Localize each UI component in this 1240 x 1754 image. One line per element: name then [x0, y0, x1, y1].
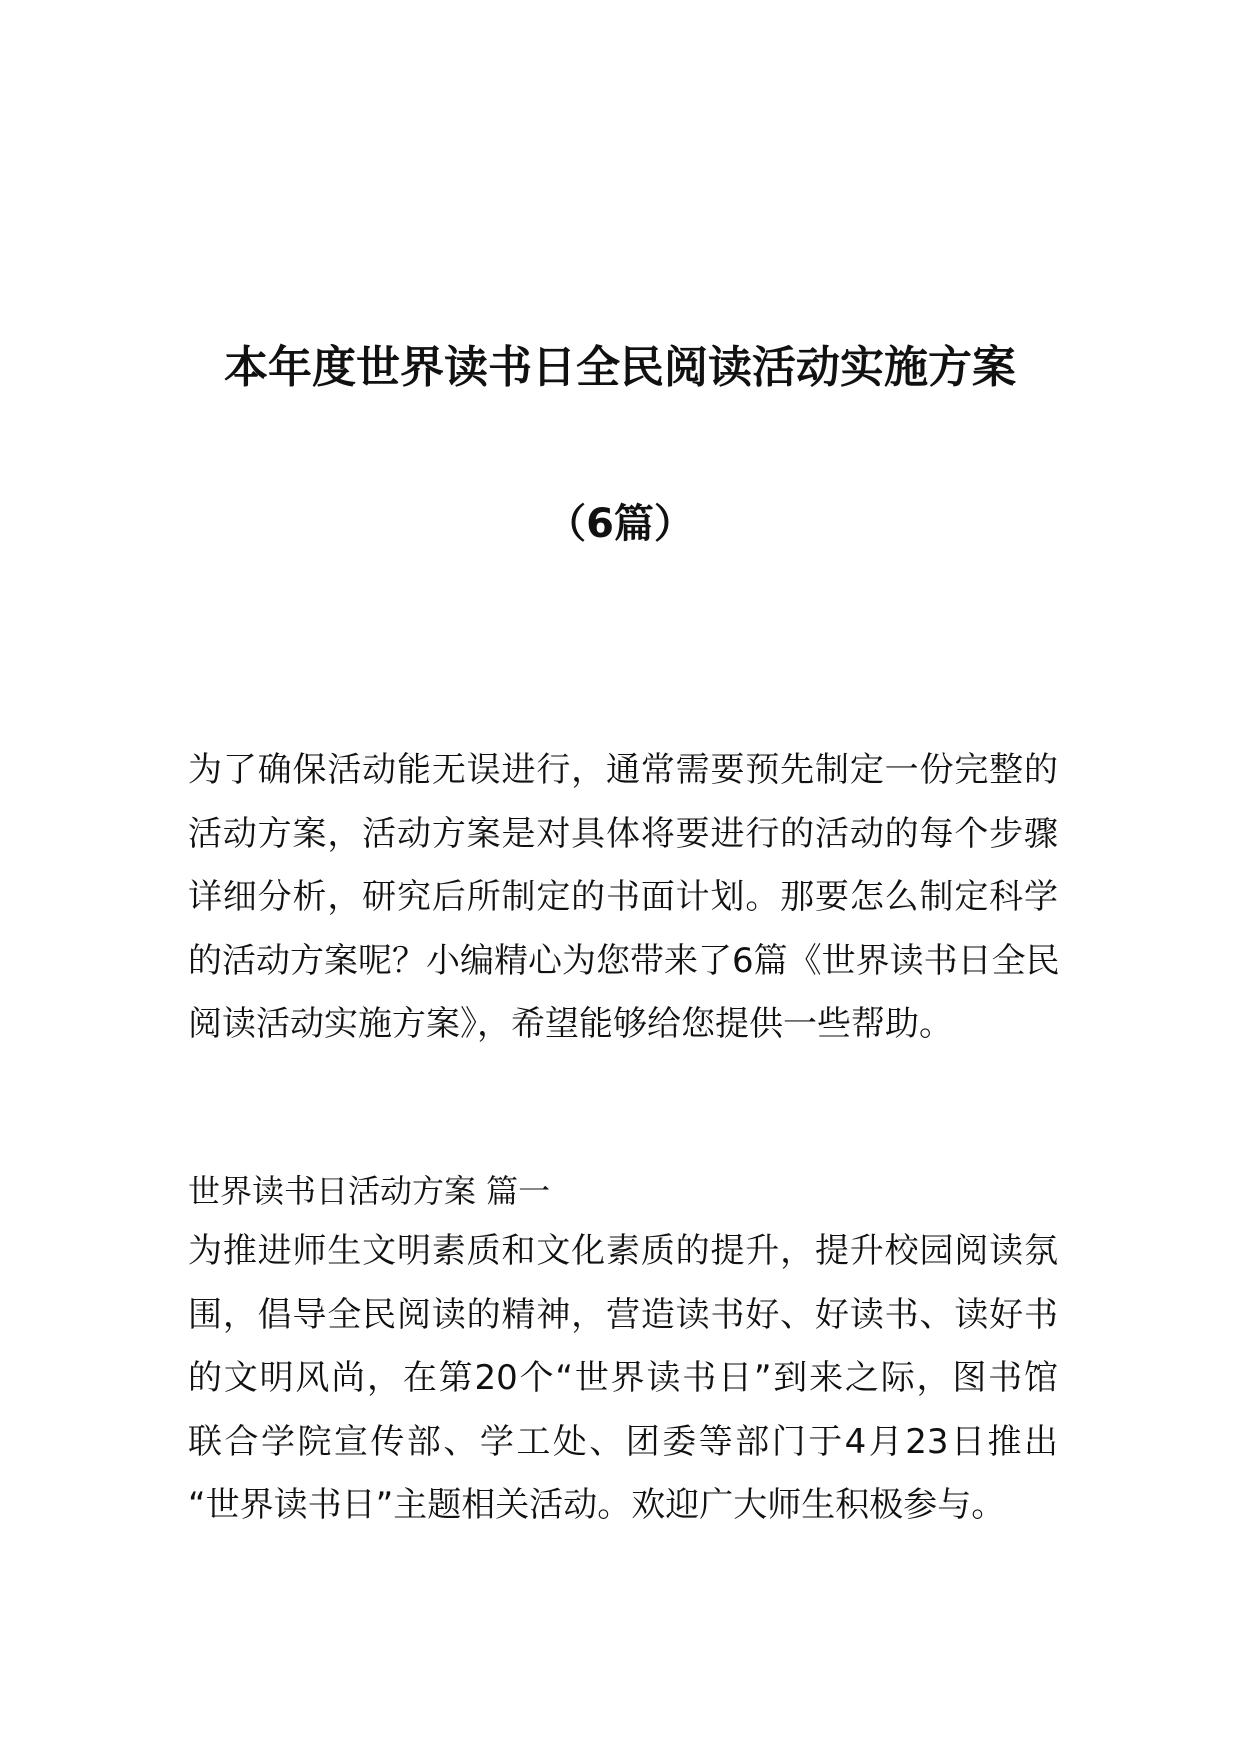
- intro-line: 活动方案，活动方案是对具体将要进行的活动的每个步骤: [188, 813, 1058, 854]
- intro-line: 详细分析，研究后所制定的书面计划。那要怎么制定科学: [188, 877, 1058, 917]
- section-line: 的文明风尚，在第20个“世界读书日”到来之际，图书馆: [188, 1358, 1058, 1398]
- document-title: 本年度世界读书日全民阅读活动实施方案: [224, 342, 1016, 393]
- intro-line: 的活动方案呢？小编精心为您带来了6篇《世界读书日全民: [188, 940, 1060, 981]
- section-line: “世界读书日”主题相关活动。欢迎广大师生积极参与。: [188, 1485, 1006, 1525]
- document-subtitle: （6篇）: [546, 501, 694, 547]
- section-line: 为推进师生文明素质和文化素质的提升，提升校园阅读氛: [188, 1231, 1058, 1271]
- section-paragraph: [188, 1220, 1058, 1538]
- section-heading: 世界读书日活动方案 篇一: [188, 1172, 551, 1210]
- intro-paragraph: [188, 739, 1058, 1057]
- intro-line: 阅读活动实施方案》，希望能够给您提供一些帮助。: [188, 1004, 953, 1044]
- section-line: 围，倡导全民阅读的精神，营造读书好、好读书、读好书: [188, 1294, 1058, 1335]
- intro-line: 为了确保活动能无误进行，通常需要预先制定一份完整的: [188, 750, 1058, 790]
- section-line: 联合学院宣传部、学工处、团委等部门于4月23日推出: [188, 1421, 1058, 1462]
